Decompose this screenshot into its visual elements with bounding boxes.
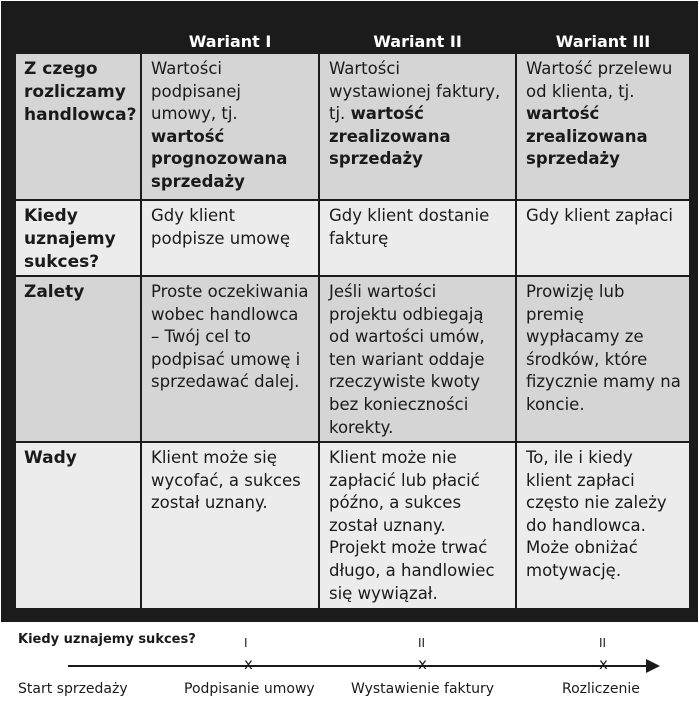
timeline-start-label: Start sprzedaży <box>18 681 128 697</box>
timeline-point-3-label: Rozliczenie <box>562 681 640 697</box>
cell-disadvantages-variant-1: Klient może się wycofać, a sukces został uznany. <box>142 443 318 608</box>
cell-settlement-variant-3 <box>517 54 689 199</box>
timeline-point-1-label: Podpisanie umowy <box>184 681 315 697</box>
cell-advantages-variant-1: Proste oczekiwania wobec handlowca – Twój cel to podpisać umowę i sprzedawać dalej. <box>142 277 318 441</box>
cell-disadvantages-variant-2: Klient może nie zapłacić lub płacić późno, a sukces został uznany. Projekt może trwać długo, a handlowiec się wywiązał. <box>320 443 515 608</box>
cell-bold-text: wartość zrealizowana sprzedaży <box>329 104 451 169</box>
timeline-cross-3: x <box>599 655 608 673</box>
row-label-advantages: Zalety <box>16 277 140 441</box>
cell-text: Wartości wystawionej faktury, tj. <box>329 59 501 124</box>
header-empty-cell <box>16 16 140 52</box>
cell-settlement-variant-1 <box>142 54 318 199</box>
header-variant-3: Wariant III <box>555 32 651 51</box>
timeline-point-2-label: Wystawienie faktury <box>351 681 495 697</box>
cell-settlement-variant-2 <box>320 54 515 199</box>
cell-advantages-variant-2: Jeśli wartości projektu odbiegają od wartości umów, ten wariant oddaje rzeczywiste kwoty bez konieczności korekty. <box>320 277 515 441</box>
timeline-title: Kiedy uznajemy sukces? <box>18 632 196 647</box>
row-label-success: Kiedy uznajemy sukces? <box>16 201 140 275</box>
row-label-disadvantages: Wady <box>16 443 140 608</box>
header-variant-2: Wariant II <box>373 32 462 51</box>
cell-success-variant-2: Gdy klient dostanie fakturę <box>320 201 515 275</box>
timeline-marker-1: I <box>244 636 248 650</box>
cell-disadvantages-variant-3: To, ile i kiedy klient zapłaci często nie zależy do handlowca. Może obniżać motywację. <box>517 443 689 608</box>
comparison-table <box>1 1 698 622</box>
header-variant-1: Wariant I <box>188 32 272 51</box>
cell-success-variant-3: Gdy klient zapłaci <box>517 201 689 275</box>
cell-text: Wartości podpisanej umowy, tj. <box>151 59 242 124</box>
row-label-settlement: Z czego rozliczamy handlowca? <box>16 54 140 199</box>
timeline-marker-3: II <box>599 636 607 650</box>
cell-bold-text: wartość zrealizowana sprzedaży <box>526 104 648 169</box>
timeline-cross-1: x <box>244 655 253 673</box>
cell-success-variant-1: Gdy klient podpisze umowę <box>142 201 318 275</box>
timeline-cross-2: x <box>418 655 427 673</box>
timeline-marker-2: II <box>418 636 426 650</box>
cell-advantages-variant-3: Prowizję lub premię wypłacamy ze środków, które fizycznie mamy na koncie. <box>517 277 689 441</box>
cell-bold-text: wartość prognozowana sprzedaży <box>151 126 288 191</box>
cell-text: Wartość przelewu od klienta, tj. <box>526 59 673 101</box>
